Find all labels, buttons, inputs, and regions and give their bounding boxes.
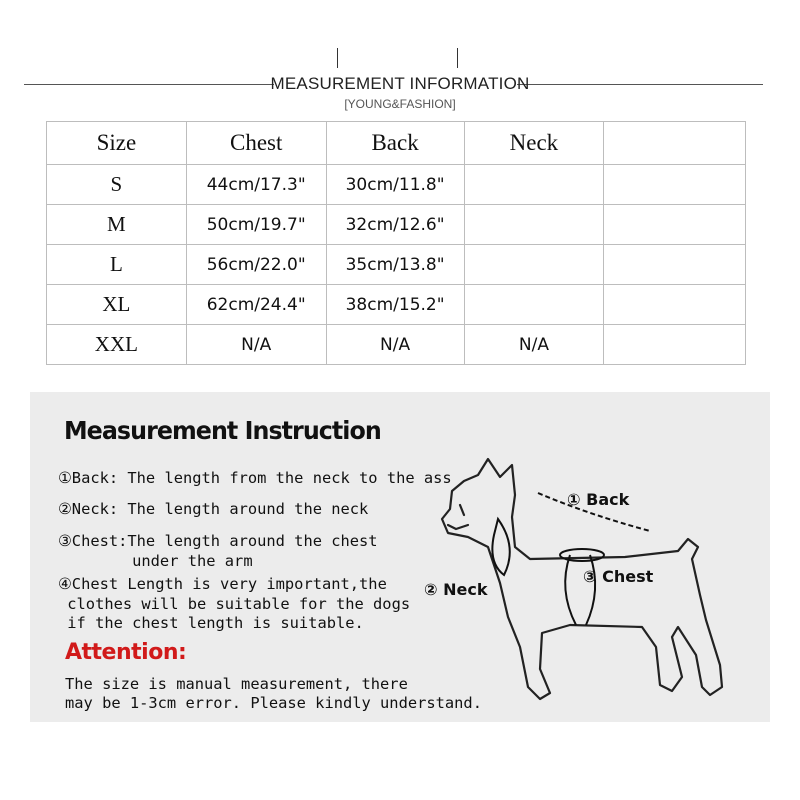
- table-row: [47, 205, 746, 245]
- chest-cell: 62cm/24.4": [186, 285, 326, 325]
- extra-cell: [604, 285, 746, 325]
- dog-label-chest: ③ Chest: [583, 567, 654, 586]
- instruction-item-note-cont: clothes will be suitable for the dogs: [58, 595, 411, 613]
- back-cell: 32cm/12.6": [326, 205, 464, 245]
- neck-cell: [464, 245, 604, 285]
- table-row: [47, 165, 746, 205]
- size-table: [46, 121, 746, 365]
- neck-cell: [464, 165, 604, 205]
- attention-line: The size is manual measurement, there: [65, 675, 408, 693]
- instruction-item-note-cont: if the chest length is suitable.: [58, 614, 364, 632]
- chest-cell: 56cm/22.0": [186, 245, 326, 285]
- instruction-item-note: ④Chest Length is very important,the: [58, 575, 387, 593]
- instruction-item-chest: ③Chest:The length around the chest: [58, 532, 378, 550]
- back-cell: N/A: [326, 325, 464, 365]
- chest-cell: 44cm/17.3": [186, 165, 326, 205]
- extra-cell: [604, 245, 746, 285]
- extra-cell: [604, 165, 746, 205]
- header-subtitle: [YOUNG&FASHION]: [344, 97, 456, 111]
- neck-cell: [464, 205, 604, 245]
- instruction-title: Measurement Instruction: [64, 416, 381, 445]
- dog-label-back: ① Back: [567, 490, 630, 509]
- back-cell: 30cm/11.8": [326, 165, 464, 205]
- table-row: [47, 325, 746, 365]
- instruction-item-chest-cont: under the arm: [58, 552, 253, 570]
- table-row: [47, 245, 746, 285]
- size-cell: M: [47, 205, 187, 245]
- column-header-extra: [604, 122, 746, 165]
- neck-cell: N/A: [464, 325, 604, 365]
- back-cell: 35cm/13.8": [326, 245, 464, 285]
- size-cell: XL: [47, 285, 187, 325]
- extra-cell: [604, 205, 746, 245]
- column-header-chest: Chest: [186, 122, 326, 165]
- table-header-row: [47, 122, 746, 165]
- column-header-neck: Neck: [464, 122, 604, 165]
- column-header-size: Size: [47, 122, 187, 165]
- chest-cell: N/A: [186, 325, 326, 365]
- table-row: [47, 285, 746, 325]
- attention-title: Attention:: [65, 640, 187, 665]
- instruction-item-neck: ②Neck: The length around the neck: [58, 500, 369, 518]
- size-cell: L: [47, 245, 187, 285]
- back-cell: 38cm/15.2": [326, 285, 464, 325]
- size-cell: XXL: [47, 325, 187, 365]
- chest-cell: 50cm/19.7": [186, 205, 326, 245]
- header-title: MEASUREMENT INFORMATION: [270, 74, 530, 93]
- neck-cell: [464, 285, 604, 325]
- dog-label-neck: ② Neck: [424, 580, 488, 599]
- size-cell: S: [47, 165, 187, 205]
- extra-cell: [604, 325, 746, 365]
- attention-line: may be 1-3cm error. Please kindly understand.: [65, 694, 482, 712]
- column-header-back: Back: [326, 122, 464, 165]
- instruction-item-back: ①Back: The length from the neck to the ass: [58, 469, 452, 487]
